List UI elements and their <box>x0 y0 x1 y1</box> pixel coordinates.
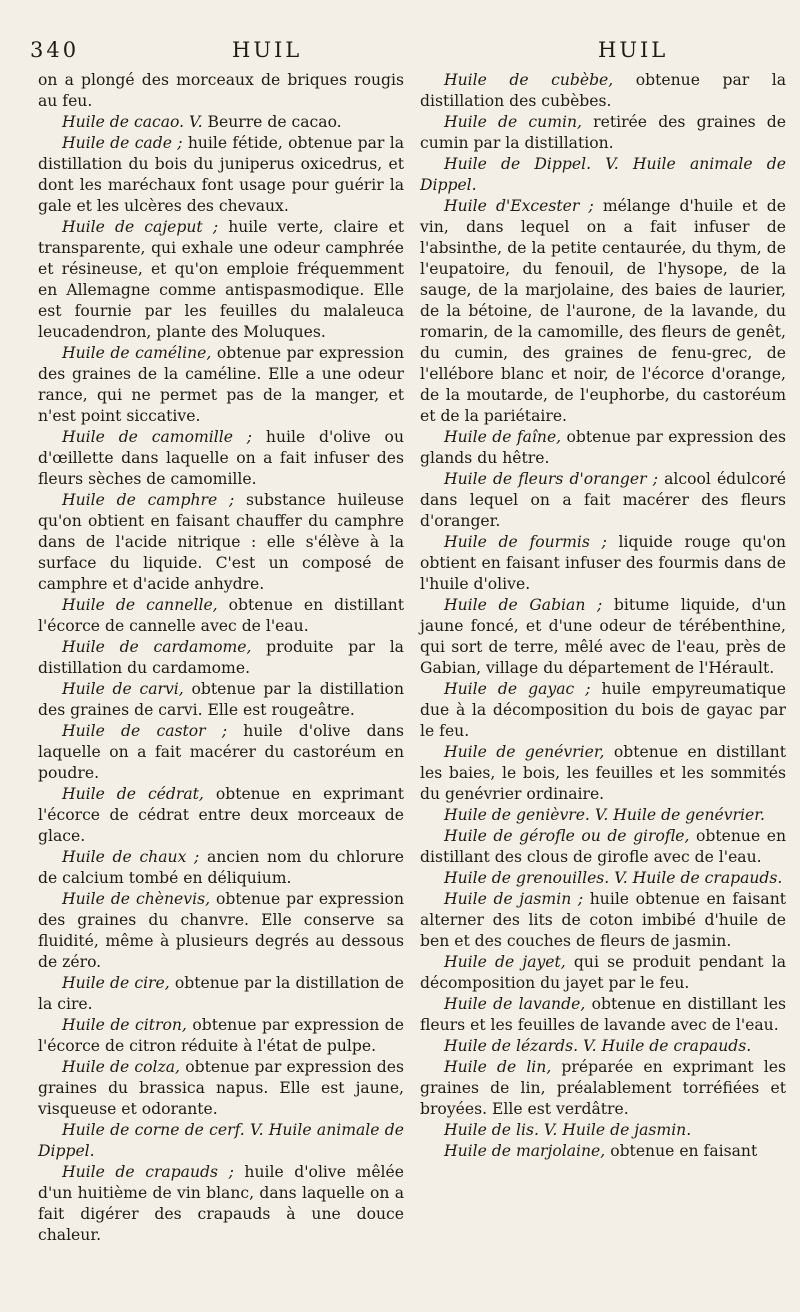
dictionary-entry <box>38 1120 404 1162</box>
dictionary-entry <box>38 1162 404 1246</box>
entry-definition: huile verte, claire et transparente, qui exhale une odeur camphrée et résineuse, et qu'on emploie fréquemment en Allemagne comme antispasmodique. Elle est fournie par les feuilles du malaleuca leucadendron, plante des Moluques. <box>38 218 404 341</box>
entry-headword: Huile de fourmis ; <box>444 533 607 551</box>
dictionary-entry <box>38 343 404 427</box>
entry-headword: Huile de jayet, <box>444 953 566 971</box>
dictionary-entry <box>420 1057 786 1120</box>
entry-definition: obtenue en distillant les baies, le bois, les feuilles et les sommités du genévrier ordinaire. <box>420 743 786 803</box>
dictionary-entry <box>420 1120 786 1141</box>
entry-definition: huile d'olive dans laquelle on a fait macérer du castoréum en poudre. <box>38 722 405 782</box>
entry-definition: substance huileuse qu'on obtient en faisant chauffer du camphre dans de l'acide nitrique : elle s'élève à la surface du liquide. C'est un composé de camphre et d'acide anhydre. <box>38 491 404 593</box>
entry-headword: Huile de cannelle, <box>62 596 218 614</box>
entry-definition: liquide rouge qu'on obtient en faisant infuser des fourmis dans de l'huile d'olive. <box>420 533 786 593</box>
dictionary-entry <box>420 112 786 154</box>
entry-definition: ancien nom du chlorure de calcium tombé en déliquium. <box>38 848 405 887</box>
dictionary-entry <box>420 196 786 427</box>
entry-headword: Huile de lavande, <box>444 995 586 1013</box>
dictionary-entry <box>38 595 404 637</box>
entry-definition: obtenue par expression de l'écorce de citron réduite à l'état de pulpe. <box>38 1016 404 1055</box>
entry-definition: on a plongé des morceaux de briques rougis au feu. <box>38 71 404 110</box>
dictionary-entry <box>38 784 404 847</box>
entry-definition: obtenue en distillant des clous de girofle avec de l'eau. <box>420 827 786 866</box>
entry-headword: Huile de chaux ; <box>62 848 200 866</box>
dictionary-entry <box>420 70 786 112</box>
entry-headword: Huile de lis. V. Huile de jasmin. <box>444 1121 692 1139</box>
page-number: 340 <box>30 38 80 62</box>
dictionary-entry <box>420 889 786 952</box>
entry-definition: obtenue en distillant les fleurs et les feuilles de lavande avec de l'eau. <box>420 995 786 1034</box>
entry-headword: Huile de Dippel. V. Huile animale de Dippel. <box>420 155 786 194</box>
entry-headword: Huile de cubèbe, <box>444 71 614 89</box>
entry-definition: obtenue par expression des glands du hêtre. <box>420 428 786 467</box>
dictionary-entry <box>420 679 786 742</box>
dictionary-entry <box>420 1036 786 1057</box>
entry-headword: Huile de jasmin ; <box>444 890 584 908</box>
dictionary-entry <box>420 868 786 889</box>
entry-headword: Huile de cacao. V. <box>62 113 203 131</box>
right-column <box>420 70 786 1162</box>
entry-definition: bitume liquide, d'un jaune foncé, et d'une odeur de térébenthine, qui sort de terre, mêlé avec de l'eau, près de Gabian, village du département de l'Hérault. <box>420 596 786 677</box>
dictionary-entry <box>420 952 786 994</box>
entry-headword: Huile de genévrier, <box>444 743 605 761</box>
entry-headword: Huile de cardamome, <box>62 638 252 656</box>
dictionary-entry <box>38 490 404 595</box>
entry-definition: obtenue par la distillation de la cire. <box>38 974 404 1013</box>
dictionary-entry <box>420 742 786 805</box>
entry-definition: obtenue en exprimant l'écorce de cédrat entre deux morceaux de glace. <box>38 785 404 845</box>
entry-headword: Huile de camomille ; <box>62 428 253 446</box>
entry-headword: Huile de grenouilles. V. Huile de crapauds. <box>444 869 783 887</box>
entry-headword: Huile de lin, <box>444 1058 552 1076</box>
entry-definition: huile empyreumatique due à la décomposition du bois de gayac par le feu. <box>420 680 786 740</box>
entry-definition: huile d'olive ou d'œillette dans laquelle on a fait infuser des fleurs sèches de camomille. <box>38 428 404 488</box>
entry-headword: Huile de Gabian ; <box>444 596 603 614</box>
dictionary-entry <box>420 994 786 1036</box>
entry-definition: obtenue en faisant <box>605 1142 758 1160</box>
running-head-right: HUIL <box>598 38 669 62</box>
dictionary-entry <box>420 805 786 826</box>
dictionary-entry <box>38 1057 404 1120</box>
entry-headword: Huile de castor ; <box>62 722 228 740</box>
page-header <box>30 38 778 66</box>
entry-definition: mélange d'huile et de vin, dans lequel on a fait infuser de l'absinthe, de la petite centaurée, du thym, de l'eupatoire, du fenouil, de l'hysope, de la sauge, de la marjolaine, des baies de laurier, de la bétoine, de l'aurone, de la lavande, du romarin, de la camomille, des fleurs de genêt, du cumin, des graines de fenu-grec, de l'ellébore blanc et noir, de l'écorce d'orange, de la moutarde, de l'euphorbe, du castoréum et de la pariétaire. <box>420 197 786 425</box>
dictionary-entry <box>38 679 404 721</box>
dictionary-entry <box>420 532 786 595</box>
entry-definition: produite par la distillation du cardamome. <box>38 638 404 677</box>
dictionary-entry <box>38 133 404 217</box>
dictionary-entry <box>38 1015 404 1057</box>
entry-headword: Huile de fleurs d'oranger ; <box>444 470 658 488</box>
entry-definition: huile fétide, obtenue par la distillation du bois du juniperus oxicedrus, et dont les maréchaux font usage pour guérir la gale et les ulcères des chevaux. <box>38 134 404 215</box>
entry-headword: Huile de cumin, <box>444 113 582 131</box>
dictionary-entry <box>420 595 786 679</box>
entry-definition: obtenue par la distillation des cubèbes. <box>420 71 786 110</box>
entry-headword: Huile de cire, <box>62 974 170 992</box>
dictionary-entry <box>38 889 404 973</box>
entry-definition: retirée des graines de cumin par la distillation. <box>420 113 786 152</box>
dictionary-entry <box>420 1141 786 1162</box>
entry-definition: obtenue en distillant l'écorce de cannelle avec de l'eau. <box>38 596 404 635</box>
dictionary-entry <box>420 154 786 196</box>
entry-definition: alcool édulcoré dans lequel on a fait macérer des fleurs d'oranger. <box>420 470 786 530</box>
dictionary-entry <box>420 427 786 469</box>
entry-headword: Huile d'Excester ; <box>444 197 594 215</box>
dictionary-entry <box>38 112 404 133</box>
entry-headword: Huile de citron, <box>62 1016 187 1034</box>
entry-headword: Huile de marjolaine, <box>444 1142 606 1160</box>
entry-headword: Huile de cade ; <box>62 134 183 152</box>
entry-definition: huile obtenue en faisant alterner des lits de coton imbibé d'huile de ben et des couches de fleurs de jasmin. <box>420 890 786 950</box>
dictionary-entry <box>38 217 404 343</box>
entry-definition: qui se produit pendant la décomposition du jayet par le feu. <box>420 953 786 992</box>
entry-headword: Huile de camphre ; <box>62 491 235 509</box>
dictionary-entry <box>38 973 404 1015</box>
entry-headword: Huile de carvi, <box>62 680 184 698</box>
dictionary-entry <box>38 847 404 889</box>
entry-headword: Huile de genièvre. V. Huile de genévrier. <box>444 806 765 824</box>
entry-headword: Huile de gayac ; <box>444 680 591 698</box>
entry-definition: Beurre de cacao. <box>202 113 342 131</box>
entry-headword: Huile de colza, <box>62 1058 181 1076</box>
entry-headword: Huile de crapauds ; <box>62 1163 234 1181</box>
dictionary-entry <box>420 826 786 868</box>
left-column <box>38 70 404 1246</box>
entry-headword: Huile de corne de cerf. V. Huile animale de Dippel. <box>38 1121 404 1160</box>
entry-definition: obtenue par expression des graines du brassica napus. Elle est jaune, visqueuse et odorante. <box>38 1058 404 1118</box>
dictionary-entry <box>420 469 786 532</box>
entry-headword: Huile de lézards. V. Huile de crapauds. <box>444 1037 752 1055</box>
entry-headword: Huile de caméline, <box>62 344 212 362</box>
entry-definition: obtenue par expression des graines de la caméline. Elle a une odeur rance, qui ne permet pas de la manger, et n'est point siccative. <box>38 344 404 425</box>
dictionary-entry <box>38 70 404 112</box>
entry-headword: Huile de faîne, <box>444 428 562 446</box>
entry-headword: Huile de chènevis, <box>62 890 211 908</box>
dictionary-entry <box>38 637 404 679</box>
entry-headword: Huile de cajeput ; <box>62 218 219 236</box>
entry-headword: Huile de cédrat, <box>62 785 204 803</box>
entry-headword: Huile de gérofle ou de girofle, <box>444 827 690 845</box>
entry-definition: préparée en exprimant les graines de lin, préalablement torréfiées et broyées. Elle est verdâtre. <box>420 1058 786 1118</box>
entry-definition: obtenue par expression des graines du chanvre. Elle conserve sa fluidité, même à plusieurs degrés au dessous de zéro. <box>38 890 404 971</box>
running-head-left: HUIL <box>232 38 303 62</box>
dictionary-entry <box>38 721 404 784</box>
entry-definition: obtenue par la distillation des graines de carvi. Elle est rougeâtre. <box>38 680 404 719</box>
entry-definition: huile d'olive mêlée d'un huitième de vin blanc, dans laquelle on a fait digérer des crapauds à une douce chaleur. <box>38 1163 404 1244</box>
dictionary-entry <box>38 427 404 490</box>
